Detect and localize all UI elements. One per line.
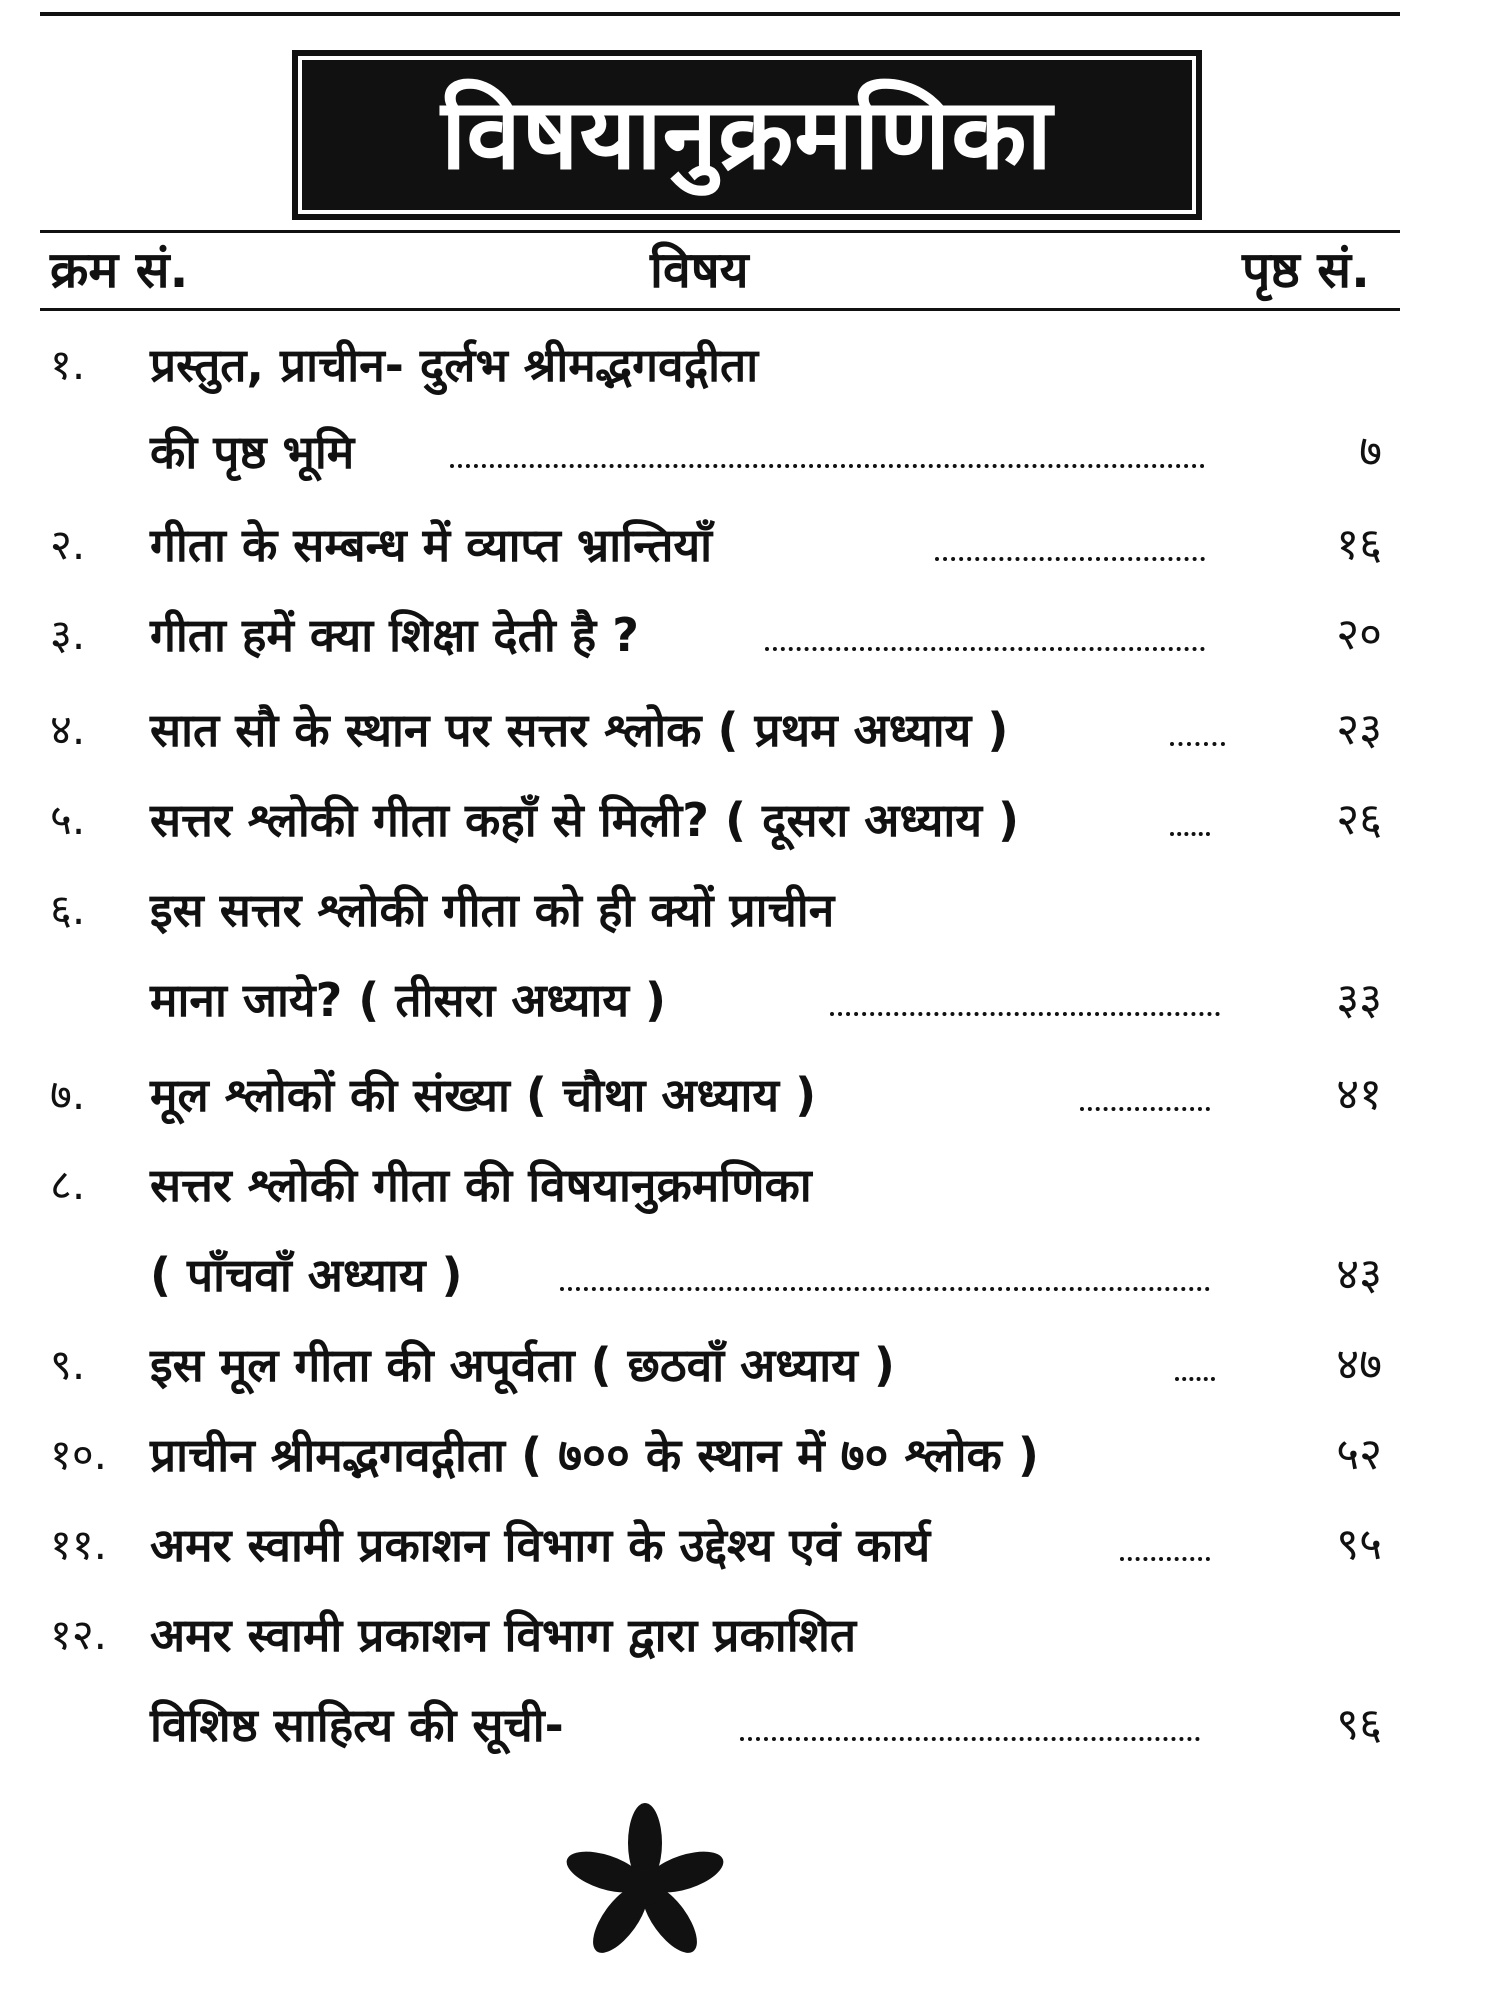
entry-number: ७.	[50, 1070, 86, 1119]
toc-entry-10	[0, 1415, 1500, 1495]
entry-number: १२.	[50, 1610, 108, 1659]
entry-title: प्राचीन श्रीमद्भगवद्गीता ( ७०० के स्थान में ७० श्लोक )	[150, 1428, 1039, 1482]
entry-title: गीता के सम्बन्ध में व्याप्त भ्रान्तियाँ	[150, 518, 713, 572]
entry-page-number: २०	[1336, 609, 1382, 660]
header-rule-bottom	[40, 308, 1400, 311]
column-header-page-number: पृष्ठ सं.	[1241, 241, 1370, 299]
toc-entry-6	[0, 870, 1500, 950]
entry-number: ८.	[50, 1160, 86, 1209]
dot-leader	[450, 464, 1205, 468]
dot-leader	[1120, 1557, 1210, 1561]
entry-page-number: ३३	[1336, 974, 1382, 1025]
toc-entry-11	[0, 1505, 1500, 1585]
toc-entry-8	[0, 1145, 1500, 1225]
page-title: विषयानुक्रमणिका	[441, 78, 1053, 192]
entry-title: इस मूल गीता की अपूर्वता ( छठवाँ अध्याय )	[150, 1338, 895, 1392]
entry-title: इस सत्तर श्लोकी गीता को ही क्यों प्राचीन	[150, 883, 835, 937]
toc-entry-12-continued	[0, 1685, 1500, 1765]
toc-entry-9	[0, 1325, 1500, 1405]
toc-entry-5	[0, 780, 1500, 860]
entry-title-continued: विशिष्ठ साहित्य की सूची-	[150, 1698, 564, 1752]
entry-page-number: ५२	[1336, 1429, 1382, 1480]
entry-page-number: ४७	[1336, 1339, 1382, 1390]
asterisk-ornament-icon	[560, 1800, 730, 1970]
entry-title-continued: माना जाये? ( तीसरा अध्याय )	[150, 973, 667, 1027]
dot-leader	[935, 557, 1205, 561]
entry-title: सत्तर श्लोकी गीता की विषयानुक्रमणिका	[150, 1158, 812, 1212]
toc-entry-4	[0, 690, 1500, 770]
entry-page-number: २३	[1336, 704, 1382, 755]
entry-number: ५.	[50, 795, 86, 844]
entry-title-continued: ( पाँचवाँ अध्याय )	[150, 1248, 463, 1302]
top-rule	[40, 12, 1400, 16]
toc-entry-1-continued	[0, 412, 1500, 492]
entry-number: २.	[50, 520, 86, 569]
dot-leader	[1170, 742, 1225, 746]
dot-leader	[1170, 832, 1210, 836]
header-rule-top	[40, 230, 1400, 233]
entry-page-number: ७	[1359, 426, 1382, 477]
dot-leader	[1080, 1107, 1210, 1111]
title-banner	[292, 50, 1202, 220]
toc-entry-8-continued	[0, 1235, 1500, 1315]
entry-number: १०.	[50, 1430, 108, 1479]
entry-page-number: २६	[1336, 794, 1382, 845]
dot-leader	[830, 1012, 1220, 1016]
dot-leader	[560, 1287, 1210, 1291]
entry-title: प्रस्तुत, प्राचीन- दुर्लभ श्रीमद्भगवद्गीता	[150, 338, 759, 392]
toc-entry-7	[0, 1055, 1500, 1135]
dot-leader	[765, 647, 1205, 651]
entry-number: ३.	[50, 610, 86, 659]
entry-number: ६.	[50, 885, 86, 934]
entry-title: मूल श्लोकों की संख्या ( चौथा अध्याय )	[150, 1068, 817, 1122]
dot-leader	[740, 1737, 1200, 1741]
entry-number: ११.	[50, 1520, 108, 1569]
entry-number: १.	[50, 340, 86, 389]
entry-title: सात सौ के स्थान पर सत्तर श्लोक ( प्रथम अध्याय )	[150, 703, 1009, 757]
toc-entry-12	[0, 1595, 1500, 1675]
entry-title: सत्तर श्लोकी गीता कहाँ से मिली? ( दूसरा अध्याय )	[150, 793, 1020, 847]
entry-page-number: ९५	[1336, 1519, 1382, 1570]
entry-title: अमर स्वामी प्रकाशन विभाग द्वारा प्रकाशित	[150, 1608, 857, 1662]
column-header-serial-number: क्रम सं.	[50, 241, 189, 299]
toc-entry-3	[0, 595, 1500, 675]
entry-number: ९.	[50, 1340, 86, 1389]
entry-page-number: १६	[1336, 519, 1382, 570]
entry-title: अमर स्वामी प्रकाशन विभाग के उद्देश्य एवं कार्य	[150, 1518, 931, 1572]
column-header-subject: विषय	[650, 241, 749, 299]
toc-entry-2	[0, 505, 1500, 585]
entry-title-continued: की पृष्ठ भूमि	[150, 425, 355, 479]
entry-page-number: ४३	[1336, 1249, 1382, 1300]
toc-entry-1	[0, 325, 1500, 405]
title-banner-border	[298, 56, 1196, 214]
toc-entry-6-continued	[0, 960, 1500, 1040]
entry-page-number: ९६	[1336, 1699, 1382, 1750]
entry-number: ४.	[50, 705, 86, 754]
entry-title: गीता हमें क्या शिक्षा देती है ?	[150, 608, 639, 662]
dot-leader	[1175, 1377, 1215, 1381]
entry-page-number: ४१	[1336, 1069, 1382, 1120]
